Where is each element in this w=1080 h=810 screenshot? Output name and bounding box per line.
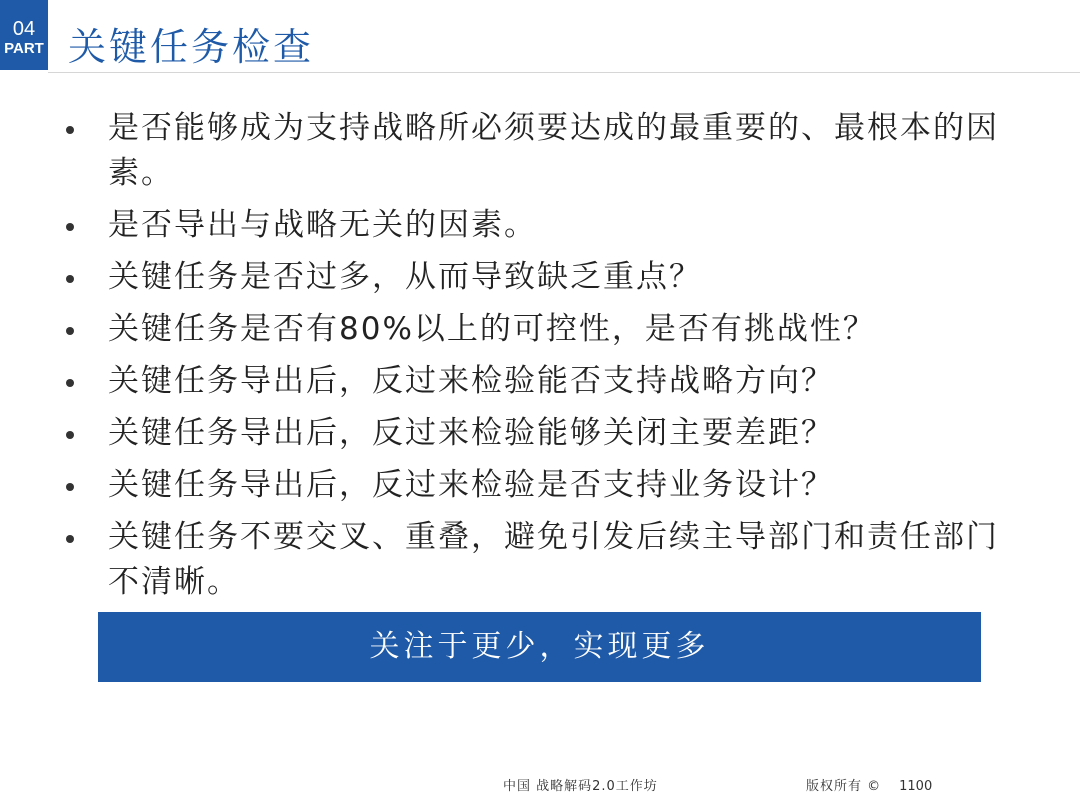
list-item-text: 关键任务导出后，反过来检验能够关闭主要差距？ xyxy=(108,415,834,451)
list-item xyxy=(66,463,1026,508)
list-item-text: 关键任务导出后，反过来检验能否支持战略方向？ xyxy=(108,363,834,399)
copyright-text: 版权所有 © xyxy=(806,779,882,794)
page-number: 1100 xyxy=(899,779,933,794)
footer-workshop: 中国 战略解码2.0工作坊 xyxy=(503,779,658,794)
list-item-text: 关键任务是否过多，从而导致缺乏重点？ xyxy=(108,259,702,295)
list-item xyxy=(66,411,1026,456)
list-item xyxy=(66,515,1026,605)
list-item xyxy=(66,307,1026,352)
bullet-dot-icon xyxy=(66,379,74,387)
footer-copyright xyxy=(806,775,932,794)
summary-banner: 关注于更少，实现更多 xyxy=(98,612,981,682)
list-item-text: 关键任务导出后，反过来检验是否支持业务设计？ xyxy=(108,467,834,503)
bullet-dot-icon xyxy=(66,483,74,491)
part-badge xyxy=(0,0,48,70)
header-divider xyxy=(48,72,1080,73)
list-item-text: 是否导出与战略无关的因素。 xyxy=(108,207,537,243)
bullet-dot-icon xyxy=(66,431,74,439)
part-label: PART xyxy=(4,40,44,57)
bullet-dot-icon xyxy=(66,327,74,335)
bullet-list xyxy=(66,106,1026,612)
list-item-text: 是否能够成为支持战略所必须要达成的最重要的、最根本的因素。 xyxy=(108,110,999,191)
list-item-text: 关键任务不要交叉、重叠，避免引发后续主导部门和责任部门不清晰。 xyxy=(108,519,999,600)
page-title: 关键任务检查 xyxy=(68,25,315,69)
list-item xyxy=(66,106,1026,196)
bullet-dot-icon xyxy=(66,126,74,134)
list-item xyxy=(66,255,1026,300)
bullet-dot-icon xyxy=(66,223,74,231)
list-item-text: 关键任务是否有80%以上的可控性，是否有挑战性？ xyxy=(108,311,876,347)
bullet-dot-icon xyxy=(66,535,74,543)
bullet-dot-icon xyxy=(66,275,74,283)
list-item xyxy=(66,203,1026,248)
list-item xyxy=(66,359,1026,404)
part-number: 04 xyxy=(12,18,36,40)
